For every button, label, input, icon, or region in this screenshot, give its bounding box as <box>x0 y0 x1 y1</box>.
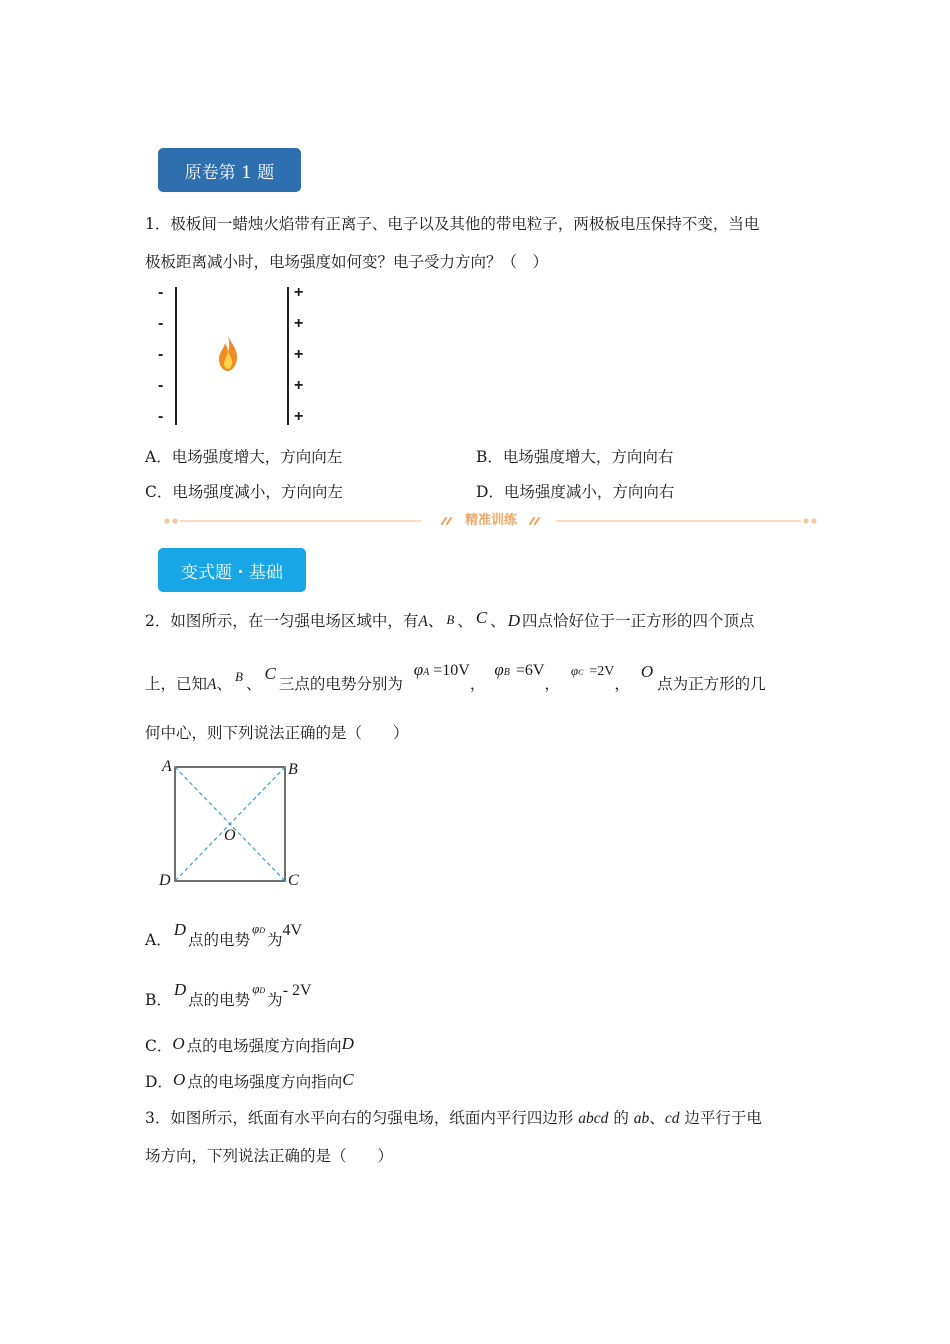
option-text: 为 <box>266 931 283 949</box>
subscript: C <box>578 668 584 677</box>
point-d-label: D <box>173 920 186 939</box>
value: =6V <box>515 662 545 679</box>
q2-stem-line1 <box>145 608 754 631</box>
minus-sign: - <box>158 346 164 363</box>
section-tag-variant: 变式题・基础 <box>158 548 306 592</box>
q3-text: 3．如图所示，纸面有水平向右的匀强电场，纸面内平行四边形 <box>145 1109 579 1127</box>
value: 4V <box>282 922 303 939</box>
section-tag-original: 原卷第 1 题 <box>158 148 301 192</box>
vertex-b-label: B <box>288 761 298 778</box>
point-o-label: O <box>640 662 654 681</box>
option-label: A． <box>145 931 172 949</box>
q1-option-d[interactable]: D．电场强度减小，方向向右 <box>476 483 675 501</box>
potential-b <box>494 661 544 679</box>
subscript: B <box>503 667 510 678</box>
separator: 、 <box>649 1109 665 1127</box>
right-plate <box>287 287 289 425</box>
q3-stem-line1 <box>145 1106 762 1128</box>
value: - 2V <box>282 982 312 999</box>
point-c-label: C <box>264 664 276 683</box>
point-o-label: O <box>172 1034 185 1053</box>
subscript: A <box>423 667 430 678</box>
q2-option-c[interactable] <box>145 1034 354 1056</box>
vertex-a-label: A <box>162 758 172 775</box>
flame-icon <box>216 334 240 372</box>
option-text: 点的电势 <box>187 931 250 949</box>
option-label: D． <box>145 1073 173 1091</box>
q2-option-a[interactable] <box>145 916 303 949</box>
separator: 、 <box>427 612 444 630</box>
value: =10V <box>433 662 470 679</box>
q3-text: 的 <box>608 1109 634 1127</box>
q2-text: 上，已知 <box>145 675 208 693</box>
phi-symbol: φ <box>252 921 260 936</box>
minus-sign: - <box>158 408 164 425</box>
plus-sign: + <box>294 284 304 301</box>
option-text: 点的电势 <box>188 991 251 1009</box>
subscript: D <box>259 926 265 935</box>
q2-text: 2．如图所示，在一匀强电场区域中，有 <box>145 612 419 630</box>
parallelogram-label: abcd <box>578 1110 609 1127</box>
side-cd-label: cd <box>664 1110 680 1127</box>
center-o-label: O <box>224 827 236 844</box>
point-a-label: A <box>418 613 428 630</box>
q1-option-c[interactable]: C．电场强度减小，方向向左 <box>145 483 343 501</box>
q2-stem-line2 <box>145 658 766 692</box>
plus-sign: + <box>294 315 304 332</box>
option-text: 点的电场强度方向指向 <box>186 1037 342 1055</box>
point-b-label: B <box>446 612 455 627</box>
divider-precise-training <box>163 511 818 531</box>
point-d-label: D <box>341 1034 354 1053</box>
side-ab-label: ab <box>633 1110 650 1127</box>
option-label: B． <box>145 991 172 1009</box>
q2-option-b[interactable] <box>145 976 312 1009</box>
point-d-label: D <box>507 611 520 630</box>
separator: 、 <box>490 612 506 630</box>
divider-label: 精准训练 <box>464 513 517 528</box>
option-label: C． <box>145 1037 173 1055</box>
point-a-label: A <box>207 676 217 693</box>
q1-stem-line2: 极板距离减小时，电场强度如何变？电子受力方向？（ ） <box>145 253 549 271</box>
q2-stem-line3: 何中心，则下列说法正确的是（ ） <box>145 724 409 742</box>
phi-symbol: φ <box>494 660 504 679</box>
subscript: D <box>259 986 266 995</box>
option-text: 点的电场强度方向指向 <box>187 1073 343 1091</box>
point-o-label: O <box>172 1070 186 1089</box>
q3-stem-line2: 场方向，下列说法正确的是（ ） <box>145 1147 394 1165</box>
point-d-label: D <box>173 980 187 999</box>
vertex-c-label: C <box>288 872 299 889</box>
q1-figure <box>150 284 330 430</box>
separator: ， <box>544 675 560 693</box>
point-c-label: C <box>342 1070 354 1089</box>
separator: ， <box>614 675 630 693</box>
q2-text: 点为正方形的几 <box>657 675 766 693</box>
plus-sign: + <box>294 408 304 425</box>
vertex-d-label: D <box>159 872 171 889</box>
q2-text: 三点的电势分别为 <box>278 675 403 693</box>
option-text: 为 <box>267 991 283 1009</box>
phi-symbol: φ <box>413 660 424 679</box>
plus-sign: + <box>294 346 304 363</box>
q2-option-d[interactable] <box>145 1070 354 1092</box>
value: =2V <box>589 664 615 679</box>
separator: 、 <box>216 675 232 693</box>
q2-text: 四点恰好位于一正方形的四个顶点 <box>521 612 755 630</box>
q3-text: 边平行于电 <box>679 1109 762 1127</box>
q1-option-b[interactable]: B．电场强度增大，方向向右 <box>476 448 674 466</box>
q2-figure <box>155 756 315 896</box>
q1-option-a[interactable]: A．电场强度增大，方向向左 <box>145 448 343 466</box>
separator: 、 <box>245 675 262 693</box>
potential-c <box>571 664 615 679</box>
phi-symbol: φ <box>252 981 260 996</box>
plus-sign: + <box>294 377 304 394</box>
phi-symbol: φ <box>570 663 579 678</box>
separator: ， <box>469 675 486 693</box>
separator: 、 <box>457 612 473 630</box>
point-b-label: B <box>235 669 243 684</box>
minus-sign: - <box>158 315 164 332</box>
minus-sign: - <box>158 284 164 301</box>
minus-sign: - <box>158 377 164 394</box>
point-c-label: C <box>475 608 488 627</box>
q1-stem-line1: 1．极板间一蜡烛火焰带有正离子、电子以及其他的带电粒子，两极板电压保持不变，当电 <box>145 215 760 233</box>
potential-a <box>414 661 470 679</box>
left-plate <box>175 287 177 425</box>
